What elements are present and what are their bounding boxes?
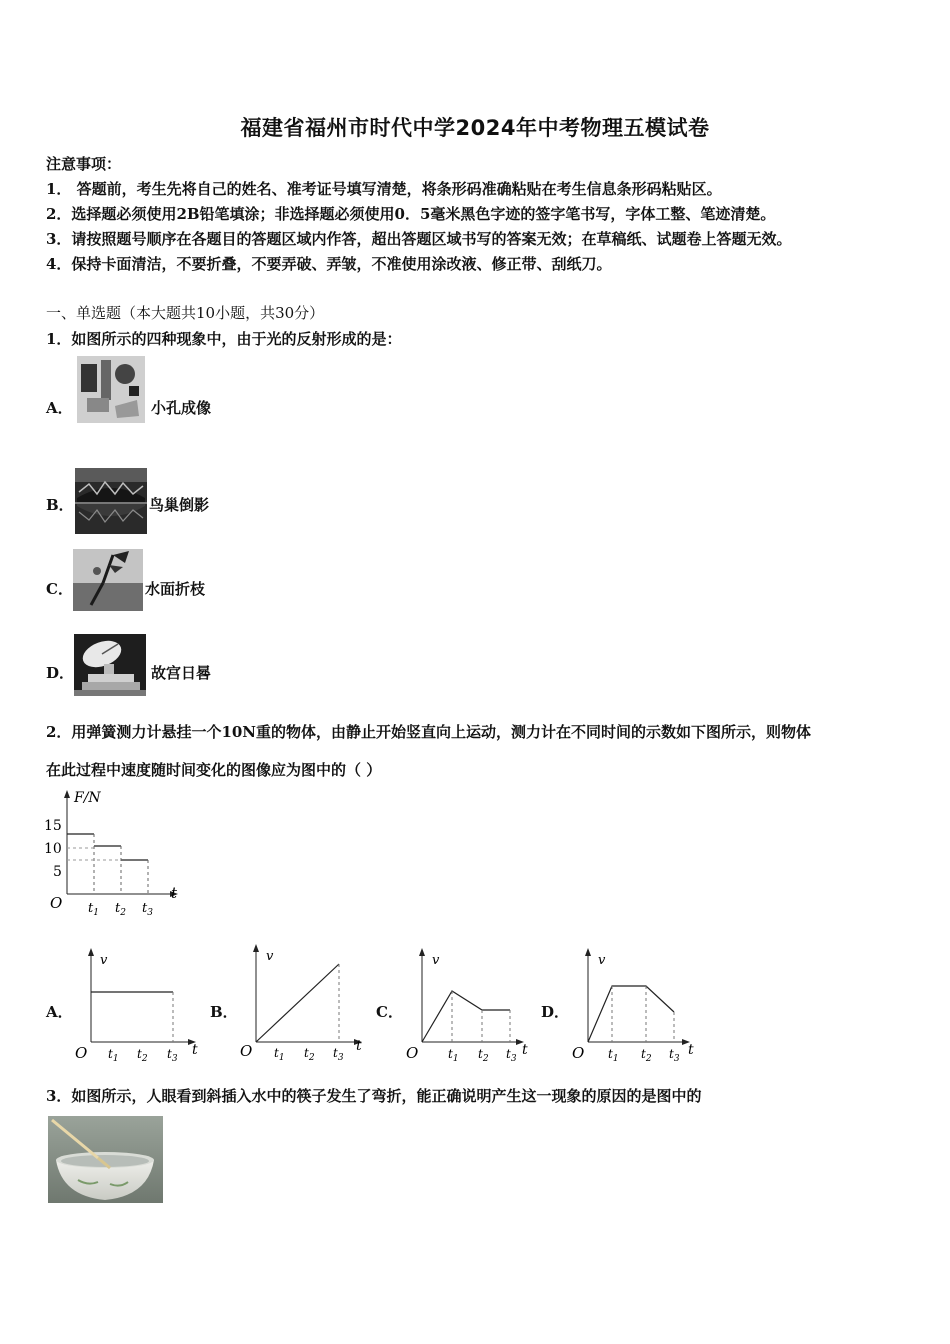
q1-option-c-text: 水面折枝 xyxy=(145,580,206,598)
graph-b-ylabel: v xyxy=(266,949,274,964)
graph-a-ylabel: v xyxy=(100,953,108,968)
graph-a-origin: O xyxy=(75,1044,88,1062)
force-graph-ytick-5: 5 xyxy=(53,864,62,880)
q2-stem-line1: 2．用弹簧测力计悬挂一个10N重的物体，由静止开始竖直向上运动，测力计在不同时间的示数如下图所示，则物体 xyxy=(46,723,812,741)
svg-text:t1: $t_1$ xyxy=(608,1047,619,1064)
q1-option-d-letter: D． xyxy=(46,664,75,682)
svg-text:t3: $t_3$ xyxy=(669,1047,680,1064)
graph-d-ylabel: v xyxy=(598,953,606,968)
q3-stem: 3．如图所示，人眼看到斜插入水中的筷子发生了弯折，能正确说明产生这一现象的原因的是图中的 xyxy=(46,1087,702,1105)
velocity-graph-c xyxy=(402,946,537,1066)
svg-text:t1: $t_1$ xyxy=(108,1047,119,1064)
notice-item-3: 3．请按照题号顺序在各题目的答题区域内作答，超出答题区域书写的答案无效；在草稿纸、试题卷上答题无效。 xyxy=(46,230,792,248)
force-graph-ytick-10: 10 xyxy=(44,841,62,857)
q1-option-a-text: 小孔成像 xyxy=(151,399,212,417)
svg-text:t2: $t_2$ xyxy=(137,1047,148,1064)
graph-b-xlabel: t xyxy=(356,1038,362,1054)
force-graph-origin: O xyxy=(50,894,63,912)
section-heading: 一、单选题（本大题共10小题，共30分） xyxy=(46,304,325,322)
graph-b-origin: O xyxy=(240,1042,253,1060)
svg-text:t2: $t_2$ xyxy=(304,1046,315,1063)
q1-option-b-text: 鸟巢倒影 xyxy=(149,496,210,514)
velocity-graph-a xyxy=(70,946,205,1066)
svg-text:t1: $t_1$ xyxy=(274,1046,285,1063)
force-time-graph xyxy=(40,786,190,918)
notice-item-1: 1． 答题前，考生先将自己的姓名、准考证号填写清楚，将条形码准确粘贴在考生信息条形码粘贴区。 xyxy=(46,180,722,198)
svg-text:t2: $t_2$ xyxy=(641,1047,652,1064)
sundial-photo xyxy=(74,634,146,696)
svg-text:t3: $t_3$ xyxy=(167,1047,178,1064)
chopsticks-in-bowl-photo xyxy=(48,1116,163,1203)
svg-text:t2: $t_2$ xyxy=(478,1047,489,1064)
force-graph-xlabel: t xyxy=(171,884,178,902)
q2-option-a-letter: A． xyxy=(46,1003,73,1021)
q1-option-b-letter: B． xyxy=(46,496,74,514)
q2-option-d-letter: D． xyxy=(541,1003,570,1021)
bent-branch-water-photo xyxy=(73,549,143,611)
svg-text:t1: $t_1$ xyxy=(448,1047,459,1064)
q2-stem-line2: 在此过程中速度随时间变化的图像应为图中的（ ） xyxy=(46,761,382,779)
notice-item-2: 2．选择题必须使用2B铅笔填涂；非选择题必须使用0．5毫米黑色字迹的签字笔书写，字体工整、笔迹清楚。 xyxy=(46,205,776,223)
birds-nest-reflection-photo xyxy=(75,468,147,534)
notice-item-4: 4．保持卡面清洁，不要折叠，不要弄破、弄皱，不准使用涂改液、修正带、刮纸刀。 xyxy=(46,255,612,273)
svg-text:t3: $t_3$ xyxy=(333,1046,344,1063)
graph-b-line xyxy=(256,964,339,1042)
graph-d-xlabel: t xyxy=(688,1042,694,1058)
q2-option-c-letter: C． xyxy=(376,1003,403,1021)
q1-option-d-text: 故宫日晷 xyxy=(151,664,212,682)
graph-c-xlabel: t xyxy=(522,1042,528,1058)
q1-option-c-letter: C． xyxy=(46,580,73,598)
force-graph-ytick-15: 15 xyxy=(44,818,62,834)
q1-stem: 1．如图所示的四种现象中，由于光的反射形成的是： xyxy=(46,330,402,348)
graph-c-ylabel: v xyxy=(432,953,440,968)
graph-d-line xyxy=(588,986,674,1042)
graph-c-origin: O xyxy=(406,1044,419,1062)
velocity-graph-b xyxy=(236,942,371,1066)
force-graph-xtick-t1: $t_1$ xyxy=(88,901,99,918)
graph-c-line xyxy=(422,991,510,1042)
q2-option-b-letter: B． xyxy=(210,1003,238,1021)
page-title: 福建省福州市时代中学2024年中考物理五模试卷 xyxy=(240,116,710,140)
force-graph-xtick-t3: $t_3$ xyxy=(142,901,153,918)
force-graph-ylabel: F/N xyxy=(74,790,101,806)
pinhole-image-photo xyxy=(77,356,145,423)
velocity-graph-d xyxy=(568,946,703,1066)
q1-option-a-letter: A． xyxy=(46,399,73,417)
notice-heading: 注意事项： xyxy=(46,155,122,173)
svg-text:t3: $t_3$ xyxy=(506,1047,517,1064)
graph-d-origin: O xyxy=(572,1044,585,1062)
graph-a-xlabel: t xyxy=(192,1042,198,1058)
force-graph-xtick-t2: $t_2$ xyxy=(115,901,126,918)
